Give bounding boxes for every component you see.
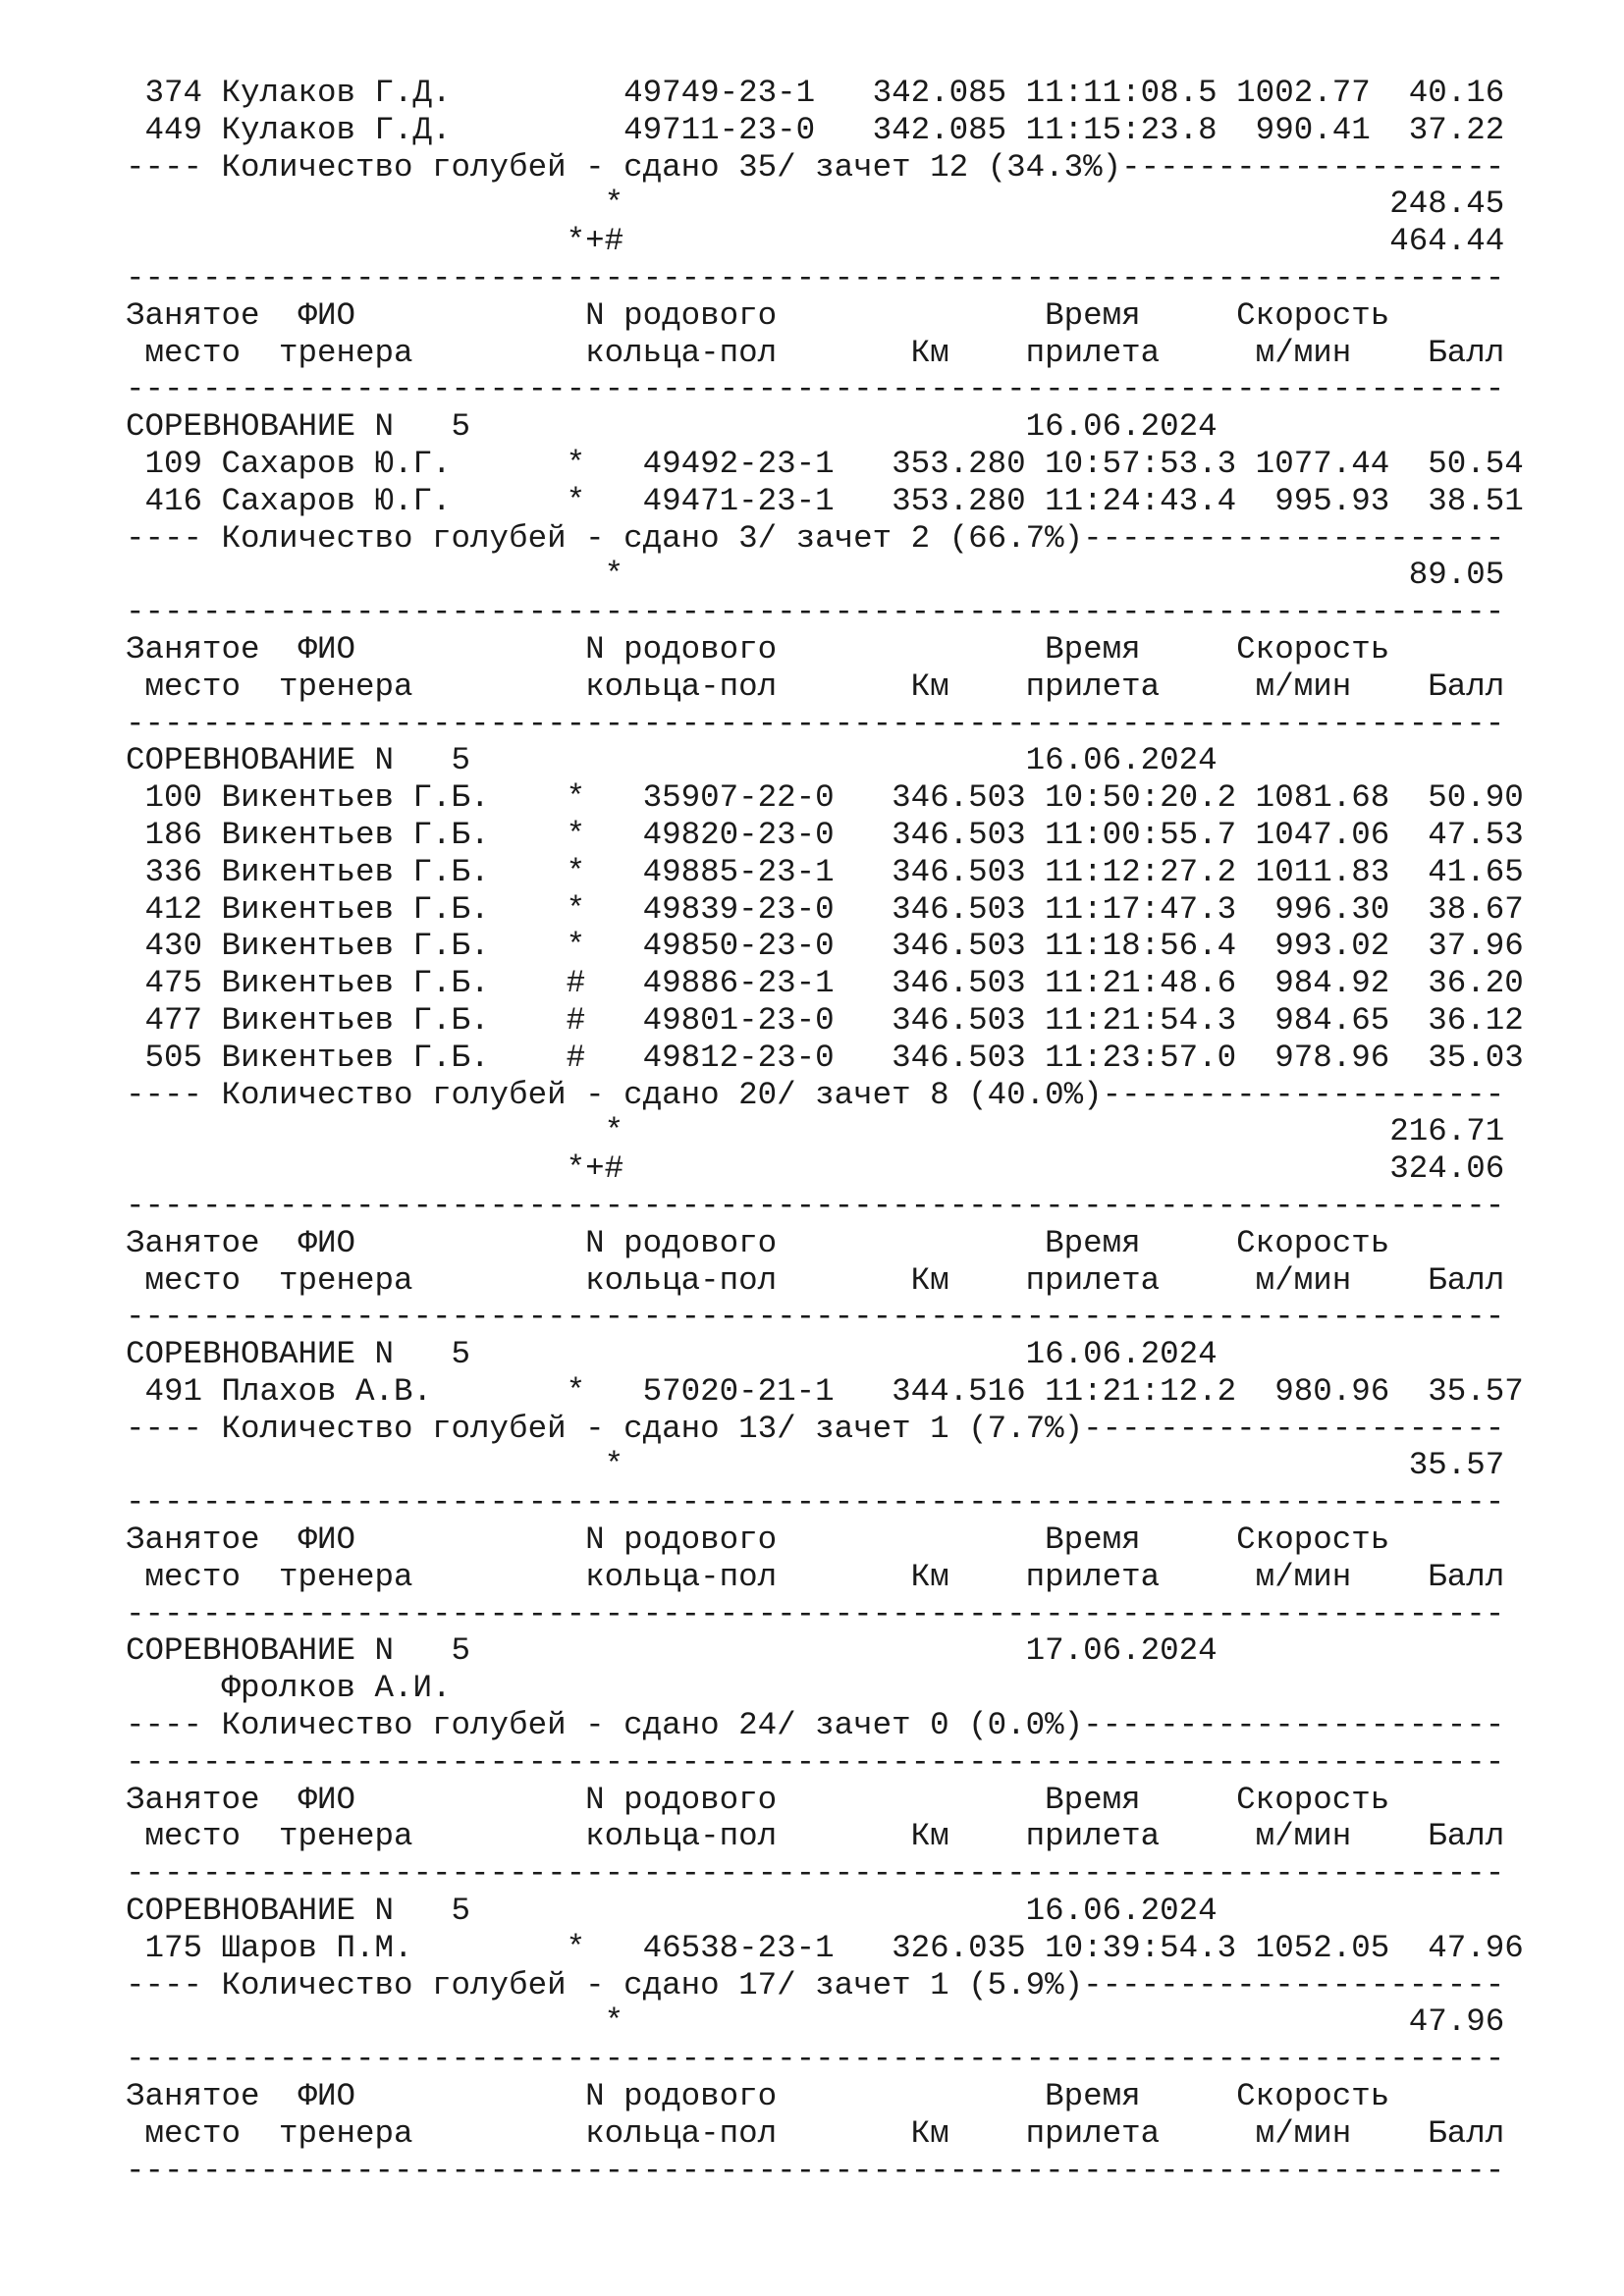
summary-line: ---- Количество голубей - сдано 20/ зачет 8 (40.0%)---------------------	[126, 1076, 1505, 1113]
separator-line: ------------------------------------------------------------------------	[126, 1595, 1505, 1632]
competition-header: СОРЕВНОВАНИЕ N 5 16.06.2024	[126, 408, 1218, 446]
total-line: * 89.05	[126, 557, 1505, 594]
competition-header: СОРЕВНОВАНИЕ N 5 17.06.2024	[126, 1632, 1218, 1670]
separator-line: ------------------------------------------------------------------------	[126, 1855, 1505, 1893]
result-row: 109 Сахаров Ю.Г. * 49492-23-1 353.280 10:57:53.3 1077.44 50.54	[126, 445, 1524, 482]
column-header: место тренера кольца-пол Км прилета м/мин Балл	[126, 1818, 1505, 1855]
summary-line: ---- Количество голубей - сдано 17/ зачет 1 (5.9%)----------------------	[126, 1966, 1505, 2003]
separator-line: ------------------------------------------------------------------------	[126, 371, 1505, 408]
competition-header: СОРЕВНОВАНИЕ N 5 16.06.2024	[126, 1893, 1218, 1930]
separator-line: ------------------------------------------------------------------------	[126, 1187, 1505, 1224]
summary-line: ---- Количество голубей - сдано 13/ зачет 1 (7.7%)----------------------	[126, 1410, 1505, 1447]
separator-line: ------------------------------------------------------------------------	[126, 2041, 1505, 2078]
result-row: 475 Викентьев Г.Б. # 49886-23-1 346.503 11:21:48.6 984.92 36.20	[126, 965, 1524, 1002]
column-header: Занятое ФИО N родового Время Скорость	[126, 2078, 1505, 2115]
total-line: *+# 464.44	[126, 223, 1505, 260]
total-line: * 216.71	[126, 1113, 1505, 1150]
separator-line: ------------------------------------------------------------------------	[126, 259, 1505, 296]
separator-line: ------------------------------------------------------------------------	[126, 594, 1505, 631]
separator-line: ------------------------------------------------------------------------	[126, 1484, 1505, 1522]
result-row: 477 Викентьев Г.Б. # 49801-23-0 346.503 11:21:54.3 984.65 36.12	[126, 1001, 1524, 1039]
competition-header: СОРЕВНОВАНИЕ N 5 16.06.2024	[126, 1336, 1218, 1373]
separator-line: ------------------------------------------------------------------------	[126, 2152, 1505, 2189]
result-row: 186 Викентьев Г.Б. * 49820-23-0 346.503 11:00:55.7 1047.06 47.53	[126, 816, 1524, 853]
column-header: место тренера кольца-пол Км прилета м/мин Балл	[126, 334, 1505, 371]
result-row: 505 Викентьев Г.Б. # 49812-23-0 346.503 11:23:57.0 978.96 35.03	[126, 1039, 1524, 1076]
result-row: 491 Плахов А.В. * 57020-21-1 344.516 11:21:12.2 980.96 35.57	[126, 1372, 1524, 1410]
result-row: 336 Викентьев Г.Б. * 49885-23-1 346.503 11:12:27.2 1011.83 41.65	[126, 853, 1524, 890]
total-line: *+# 324.06	[126, 1150, 1505, 1188]
result-row: 412 Викентьев Г.Б. * 49839-23-0 346.503 11:17:47.3 996.30 38.67	[126, 890, 1524, 928]
column-header: место тренера кольца-пол Км прилета м/мин Балл	[126, 2114, 1505, 2152]
result-row: 374 Кулаков Г.Д. 49749-23-1 342.085 11:11:08.5 1002.77 40.16	[126, 75, 1505, 111]
result-row: 430 Викентьев Г.Б. * 49850-23-0 346.503 11:18:56.4 993.02 37.96	[126, 928, 1524, 965]
results-report	[126, 75, 1524, 2189]
column-header: место тренера кольца-пол Км прилета м/мин Балл	[126, 1261, 1505, 1299]
result-row: 449 Кулаков Г.Д. 49711-23-0 342.085 11:15:23.8 990.41 37.22	[126, 111, 1505, 148]
column-header: Занятое ФИО N родового Время Скорость	[126, 1224, 1505, 1261]
total-line: * 248.45	[126, 186, 1505, 223]
summary-line: ---- Количество голубей - сдано 35/ зачет 12 (34.3%)--------------------	[126, 148, 1505, 186]
column-header: место тренера кольца-пол Км прилета м/мин Балл	[126, 1558, 1505, 1595]
separator-line: ------------------------------------------------------------------------	[126, 705, 1505, 742]
result-row: 416 Сахаров Ю.Г. * 49471-23-1 353.280 11:24:43.4 995.93 38.51	[126, 482, 1524, 519]
total-line: * 47.96	[126, 2003, 1505, 2041]
column-header: место тренера кольца-пол Км прилета м/мин Балл	[126, 667, 1505, 705]
column-header: Занятое ФИО N родового Время Скорость	[126, 1781, 1505, 1818]
total-line: * 35.57	[126, 1447, 1505, 1484]
column-header: Занятое ФИО N родового Время Скорость	[126, 630, 1505, 667]
result-row: 175 Шаров П.М. * 46538-23-1 326.035 10:39:54.3 1052.05 47.96	[126, 1929, 1524, 1966]
result-row: 100 Викентьев Г.Б. * 35907-22-0 346.503 10:50:20.2 1081.68 50.90	[126, 779, 1524, 817]
column-header: Занятое ФИО N родового Время Скорость	[126, 296, 1505, 334]
competition-header: СОРЕВНОВАНИЕ N 5 16.06.2024	[126, 742, 1218, 779]
separator-line: ------------------------------------------------------------------------	[126, 1299, 1505, 1336]
separator-line: ------------------------------------------------------------------------	[126, 1743, 1505, 1781]
summary-line: ---- Количество голубей - сдано 3/ зачет 2 (66.7%)----------------------	[126, 519, 1505, 557]
column-header: Занятое ФИО N родового Время Скорость	[126, 1522, 1505, 1559]
text-line: Фролков А.И.	[126, 1670, 452, 1707]
summary-line: ---- Количество голубей - сдано 24/ зачет 0 (0.0%)----------------------	[126, 1707, 1505, 1744]
